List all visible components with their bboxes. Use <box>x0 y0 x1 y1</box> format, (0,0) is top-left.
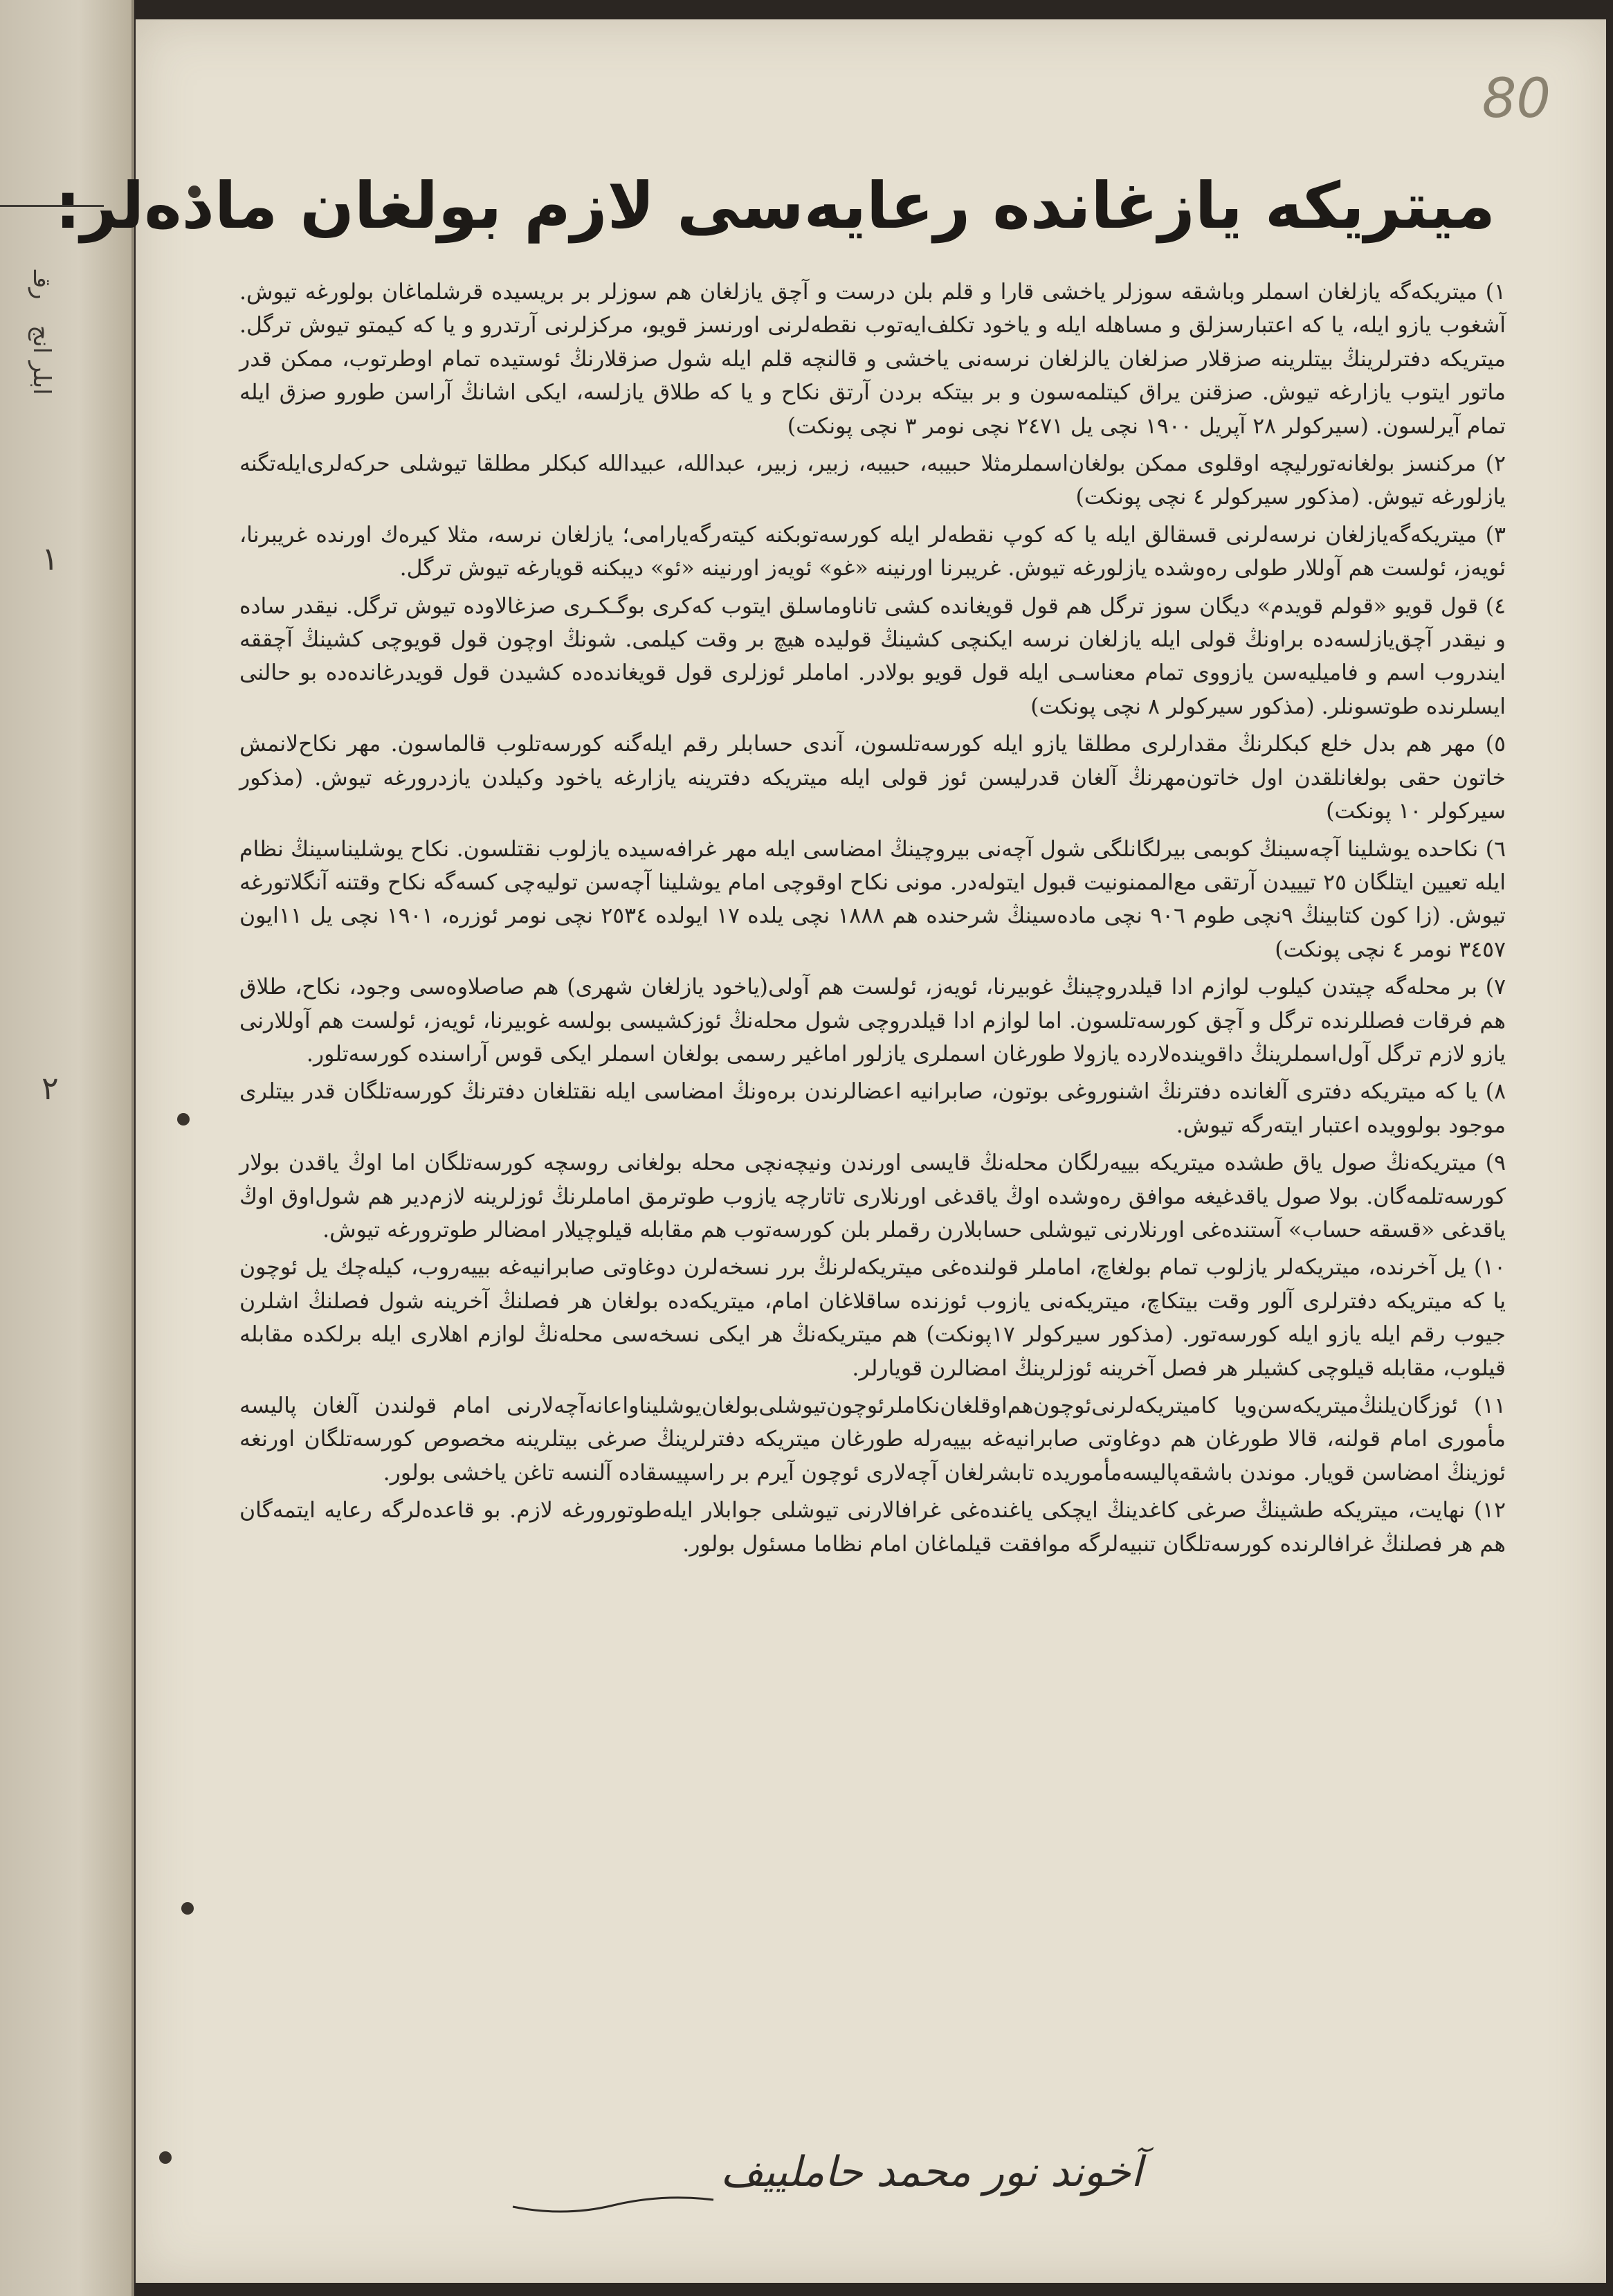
folio-number: 80 <box>1482 68 1551 130</box>
strip-fragment: ابلر انج <box>28 325 55 395</box>
punch-hole <box>159 2151 172 2164</box>
document-page <box>55 19 1606 2283</box>
strip-mark: ١ <box>42 540 59 577</box>
paragraph-1: ١) میتریکه‌گه یازلغان اسملر وباشقه سوزلر یاخشی قارا و قلم بلن درست و آچق یازلغان هم سوزلر بر بریسیده قرشلماغان بولورغه تیوش. آشغوب یازو ایله، یا که اعتبار‌سزلق و مساهله ایله و یاخود تکلف‌ایه‌توب نقطه‌لرنی اورنسز قویو، مرکزلرنی آرتدرو و یا که کیمتو تیوش ترگل. میتریکه دفترلرینڭ بیتلرینه صزقلار صزلغان یالزلغان نرسه‌نی یاخشی و قالنچه قلم ایله شول صزقلارنڭ ئوستیده تمام اوطرتوب، ممکن قدر ماتور ایتوب یازارغه تیوش. صزقنن یراق کیتلمه‌سون و بر بیتکه بردن آرتق نکاح و یا که طلاق یازلسه، ایکی اشانڭ آراسن طورو صزق ایله تمام آیرلسون. (سیرکولر ٢٨ آپریل ١٩٠٠ نچی یل ٢٤٧١ نچی نومر ٣ نچی پونکت) <box>239 280 1506 439</box>
document-title: میتریکه یازغانده رعایه‌سی لازم بولغان ماده‌لر: <box>55 169 1495 243</box>
document-body <box>239 275 1506 1565</box>
strip-fragment: رقـ <box>28 270 55 300</box>
signature-flourish <box>509 2179 717 2221</box>
paragraph-3: ٣) میتریکه‌گه‌یازلغان نرسه‌لرنی قسقالق ایله یا که کوپ نقطه‌لر ایله کورسه‌توبکنه کیته‌رگه‌یارامی؛ یازلغان نرسه، مثلا کیره‌ك اورنده غریبرنا، ئویه‌ز، ئولست هم آوللار طولی ره‌وشده یازلورغه تیوش. غریبرنا اورنینه «غو» ئویه‌ز اورنینه «ئو» دیبکنه قویارغه تیوش ترگل. <box>239 522 1506 581</box>
paragraph-8: ٨) یا که میتریکه دفتری آلغانده دفترنڭ اشنوروغی بوتون، صابرانیه اعضالرندن بره‌ونڭ امضاسی ایله نقتلغان دفترنڭ کورسه‌تلگان قدر بیتلری موجود بولوویده اعتبار ایته‌رگه تیوش. <box>239 1079 1506 1138</box>
punch-hole <box>177 1113 190 1126</box>
paragraph-5: ٥) مهر هم بدل خلع کبکلرنڭ مقدارلری مطلقا یازو ایله کورسه‌تلسون، آندی حسابلر رقم ایله‌گنه کورسه‌تلوب قالماسون. مهر نکاح‌لانمش خاتون حقی بولغانلقدن اول خاتون‌مهرنڭ آلغان قدرلیسن ئوز قولی ایله میتریکه دفترینه یازارغه یاخود وکیلدن یازدرورغه تیوش. (مذکور سیرکولر ١٠ پونکت) <box>239 732 1506 824</box>
paragraph-11: ١١) ئوزگان‌یلنڭ‌میتریکه‌سن‌ویا‌ کامیتریکه‌لرنی‌ئوچون‌هم‌اوقلغان‌نکاملر‌ئوچون‌تیوشلی‌بولغان‌یوشلیناواعانه‌آچه‌لارنی امام قولندن آلغان پالیسه مأموری امام قولنه، قالا طورغان هم دوغاوتی صابرانیه‌غه بییه‌رله طورغان میتریکه دفترلرینڭ صرغی بیتلرینه مخصوص کورسه‌تلگان اورنغه ئوزینڭ امضاسن قویار. موندن باشقه‌پالیسه‌مأموریده تابشرلغان آچه‌لاری ئوچون آیرم بر راسپیسقاده آلنسه تاغن یاخشی بولور. <box>239 1393 1506 1485</box>
punch-hole <box>181 1902 194 1915</box>
paragraph-10: ١٠) یل آخرنده، میتریکه‌لر یازلوب تمام بولغاچ، اماملر قولنده‌غی میتریکه‌لرنڭ برر نسخه‌لرن دوغاوتی صابرانیه‌غه بییه‌روب، کیله‌چك یل ئوچون یا که میتریکه دفترلری آلور وقت بیتکاچ، میتریکه‌نی یازوب ئوزنده ساقلاغان امام، میتریکه‌ده بولغان هر فصلنڭ آخرینه شول فصلنڭ اشلرن جیوب رقم ایله یازو ایله کورسه‌تور. (مذکور سیرکولر ١٧پونکت) هم میتریکه‌نڭ هر ایکی نسخه‌سی محله‌نڭ لوازم اهلاری ایله برلکده مقابله قیلوب، مقابله قیلوچی کشیلر هر فصل آخرینه ئوزلرینڭ امضالرن قویارلر. <box>239 1255 1506 1381</box>
binding-strip <box>0 0 134 2296</box>
paragraph-2: ٢) مرکنسز بولغانه‌تور‌لیچه اوقلوی ممکن بولغان‌اسملر‌مثلا حبیبه، حبیبه، زبیر، زبیر، عبدالله، عبیدالله کبکلر مطلقا تیوشلی حرکه‌لری‌ایله‌تگنه یازلورغه تیوش. (مذکور سیرکولر ٤ نچی پونکت) <box>239 451 1506 510</box>
paragraph-4: ٤) قول قویو «قولم قویدم» دیگان سوز ترگل هم قول قویغانده کشی تاناوماسلق ایتوب که‌کری بوگـكـری صزغالاوده تیوش ترگل. نیقدر ساده و نیقدر آچق‌یازلسه‌ده بر‌اونڭ قولی ایله یازلغان نرسه ایکنچی کشینڭ قولیده هیچ بر وقت کیلمی. شونڭ اوچون قول قویوچی کشینڭ آچققه ایندروب اسم و فامیلیه‌سن یازووی تمام معناسـی ایله قول قویو بولادر. اماملر ئوزلری قول قویغانده‌ده کشیدن قول قویدرغانده‌ده بو حالنی ایسلرنده طوتسونلر. (مذکور سیرکولر ٨ نچی پونکت) <box>239 593 1506 719</box>
signature: آخوند نور محمد حاملییف <box>720 2148 1142 2196</box>
paragraph-6: ٦) نکاحده یوشلینا آچه‌سینڭ کوبمی بیرلگانلگی شول آچه‌نی بیروچینڭ امضاسی ایله مهر غرافه‌سیده یازلوب نقتلسون. نکاح یوشلیناسینڭ نظام ایله تعیین ایتلگان ٢٥ تیییدن آرتقی مع‌الممنونیت قبول ایتوله‌در. مونی نکاح اوقوچی امام یوشلینا آچه‌سن تولیه‌چی کسه‌گه نکاح وقتنه آنگلاتورغه تیوش. (زا کون کتابینڭ ٩نچی طوم ٩٠٦ نچی ماده‌سینڭ شرحنده هم ١٨٨٨ نچی یلده ١٧ ایولده ٢٥٣٤ نچی نومر ئوزره، ١٩٠١ نچی یل ١١ایون ٣٤٥٧ نومر ٤ نچی پونکت) <box>239 836 1506 962</box>
paragraph-7: ٧) بر محله‌گه چیتدن کیلوب لوازم ادا قیلدروچینڭ غوبیرنا، ئویه‌ز، ئولست هم آولی(یاخود یازلغان شهری) هم صاصلاوه‌سی وجود، نکاح، طلاق هم فرقات فصللرنده ترگل و آچق کورسه‌تلسون. اما لوازم ادا قیلدروچی شول محله‌نڭ ئوزکشیسی بولسه غوبیرنا، ئویه‌ز، ئولست هم آوللارنی یازو لازم ترگل آول‌اسملرینڭ داقوینده‌لارده یازولا طورغان اسملری یازلور اماغیر رسمی بولغان اسملر ایکی قوس آراسنده کورسه‌تلور. <box>239 975 1506 1067</box>
strip-mark: ٢ <box>42 1069 59 1107</box>
paragraph-9: ٩) میتریکه‌نڭ صول یاق طشده میتریکه بییه‌رلگان محله‌نڭ قایسی اورندن ونیچه‌نچی محله بولغانی روسچه کورسه‌تلگان اما اوڭ یاقدن بولار کورسه‌تلمه‌گان. بولا صول یاقدغیغه موافق ره‌وشده اوڭ یاقدغی اورنلاری تاتارچه یازوب طوترمق اماملرنڭ ئوزلرینه لازم‌دیر هم شول‌اوق اوڭ یاقدغی «قسقه حساب» آستنده‌غی اورنلارنی تیوشلی حسابلارن رقملر بلن کورسه‌توب هم مقابله قیلوچیلار امضالر طوترورغه تیوش. <box>239 1150 1506 1242</box>
paragraph-12: ١٢) نهایت، میتریکه طشینڭ صرغی کاغدینڭ ایچکی یاغنده‌غی غرافالارنی تیوشلی جوابلار ایله‌طوتورورغه لازم. بو قاعده‌لرگه رعایه ایتمه‌گان هم هر فصلنڭ غرافالرنده کورسه‌تلگان تنبیه‌لرگه موافقت قیلماغان امام نظاما مسئول بولور. <box>239 1498 1506 1557</box>
